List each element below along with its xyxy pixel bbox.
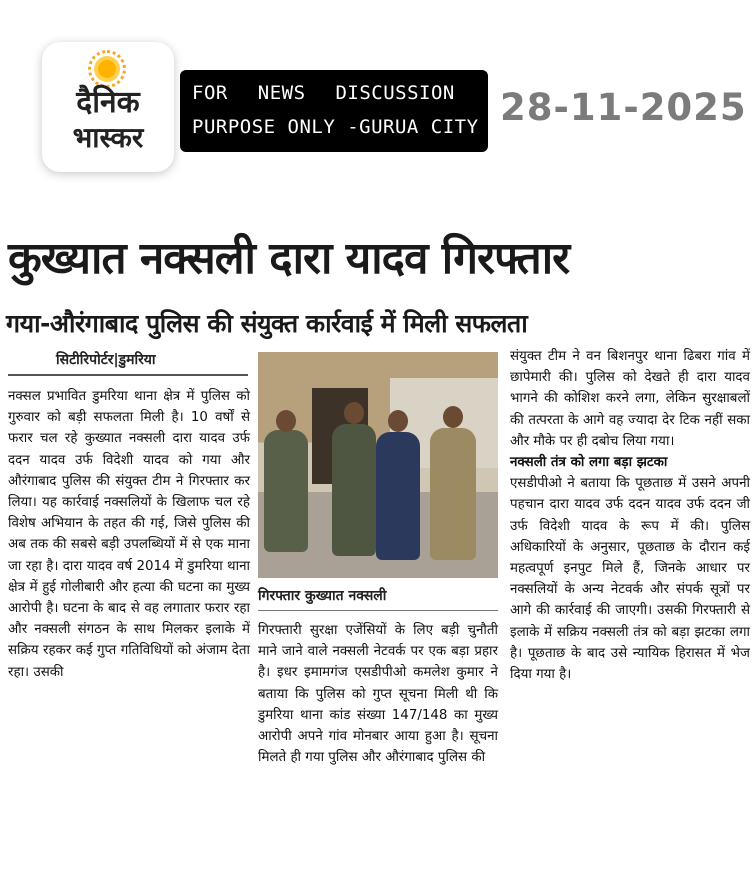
- photo-caption: गिरफ्तार कुख्यात नक्सली: [258, 588, 387, 604]
- article-subhead: गया-औरंगाबाद पुलिस की संयुक्त कार्रवाई में मिली सफलता: [6, 309, 528, 338]
- sun-icon: [94, 56, 120, 82]
- photo-person-head: [388, 410, 408, 432]
- article-headline: कुख्यात नक्सली दारा यादव गिरफ्तार: [8, 233, 570, 284]
- caption-divider: [258, 610, 498, 611]
- logo-text-line2: भास्कर: [72, 121, 144, 154]
- article-column-3: [510, 346, 750, 685]
- article-column-2: [258, 620, 498, 768]
- photo-person-accused: [376, 432, 420, 560]
- photo-person-police-woman: [264, 430, 308, 552]
- article-byline: सिटीरिपोर्टर|डुमरिया: [56, 352, 156, 368]
- article-column-1: [8, 386, 250, 683]
- disclaimer-badge: [180, 70, 488, 152]
- column-2-text: गिरफ्तारी सुरक्षा एजेंसियों के लिए बड़ी चुनौती माने जाने वाले नक्सली नेटवर्क पर एक बड़ा प्रहार है। इधर इमामगंज एसडीपीओ कमलेश कुमार ने बताया कि पुलिस को गुप्त सूचना मिली थी कि डुमरिया थाना कांड संख्या 147/148 का मुख्य आरोपी अपने गांव मोनबार आया हुआ है। सूचना मिलते ही गया पुलिस और औरंगाबाद पुलिस की: [258, 623, 498, 766]
- byline-divider: [8, 374, 248, 376]
- column-1-text: नक्सल प्रभावित डुमरिया थाना क्षेत्र में पुलिस को गुरुवार को बड़ी सफलता मिली है। 10 वर्षों से फरार चल रहे कुख्यात नक्सली दारा यादव उर्फ ददन यादव उर्फ विदेशी यादव को गया और औरंगाबाद पुलिस की संयुक्त टीम ने गिरफ्तार कर लिया। यह कार्रवाई नक्सलियों के खिलाफ चल रहे विशेष अभियान के तहत की गई, जिसे पुलिस की अब तक की सबसे बड़ी उपलब्धियों में से एक माना जा रहा है। दारा यादव वर्ष 2014 में डुमरिया थाना क्षेत्र में हुई गोलीबारी और हत्या की घटना का मुख्य आरोपी है। घटना के बाद से वह लगातार फरार रहा और नक्सली संगठन के साथ मिलकर इलाके में सक्रिय रहकर कई गुप्त गतिविधियों को अंजाम देता रहा। उसकी: [8, 389, 250, 680]
- disclaimer-line1: FOR NEWS DISCUSSION: [192, 82, 455, 104]
- photo-person-head: [276, 410, 296, 432]
- news-photo: [258, 352, 498, 578]
- dainik-bhaskar-logo: [42, 42, 174, 172]
- photo-person-head: [344, 402, 364, 424]
- column-3-subtitle: नक्सली तंत्र को लगा बड़ा झटका: [510, 455, 668, 471]
- photo-person-head: [443, 406, 463, 428]
- photo-person-soldier: [332, 424, 376, 556]
- disclaimer-line2: PURPOSE ONLY -GURUA CITY: [192, 116, 479, 138]
- column-3-text-a: संयुक्त टीम ने वन बिशनपुर थाना ढिबरा गांव में छापेमारी की। पुलिस को देखते ही दारा यादव भागने की कोशिश करने लगा, लेकिन सुरक्षाबलों की तत्परता के आगे वह ज्यादा देर टिक नहीं सका और मौके पर ही दबोच लिया गया।: [510, 349, 750, 449]
- photo-person-police-officer: [430, 428, 476, 560]
- column-3-text-b: एसडीपीओ ने बताया कि पूछताछ में उसने अपनी पहचान दारा यादव उर्फ ददन यादव उर्फ ददन जी उर्फ विदेशी यादव के रूप में की। पुलिस अधिकारियों के अनुसार, पूछताछ के दौरान कई महत्वपूर्ण इनपुट मिले हैं, जिनके आधार पर नक्सलियों के अन्य नेटवर्क और संपर्क सूत्रों पर आगे की कार्रवाई की जाएगी। उसकी गिरफ्तारी से इलाके में सक्रिय नक्सली तंत्र को बड़ा झटका लगा है। पूछताछ के बाद उसे न्यायिक हिरासत में भेज दिया गया है।: [510, 476, 750, 683]
- logo-text-line1: दैनिक: [76, 85, 140, 120]
- date-label: 28-11-2025: [500, 86, 747, 129]
